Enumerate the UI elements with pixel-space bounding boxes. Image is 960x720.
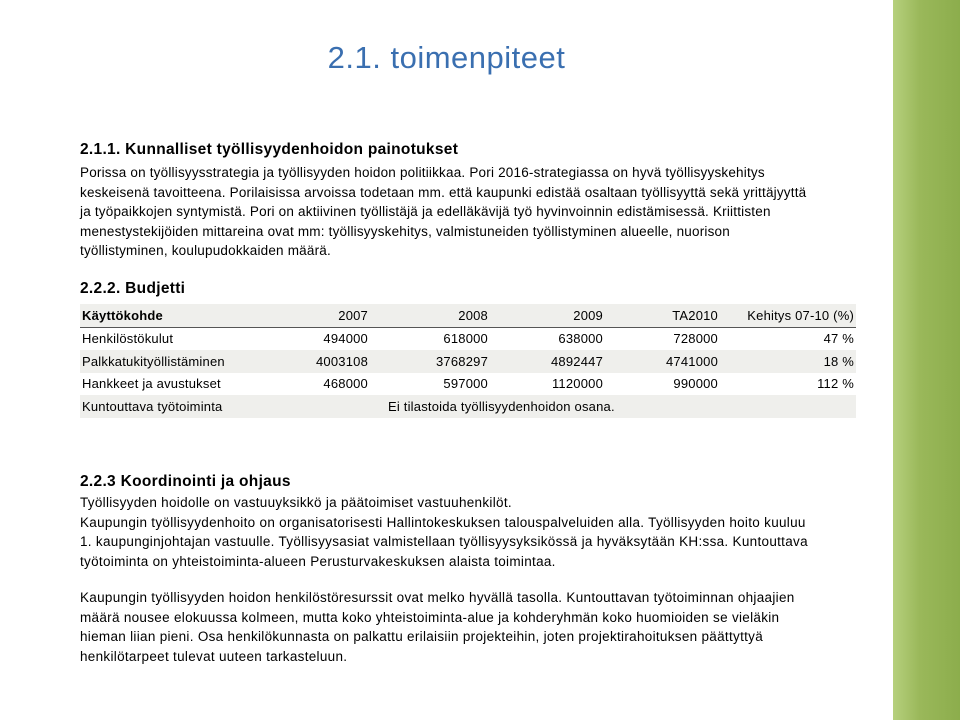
column-header: TA2010	[672, 307, 718, 323]
budget-table	[80, 304, 856, 418]
table-cell: Henkilöstökulut	[82, 331, 174, 347]
koordinointi-paragraph-1	[80, 493, 880, 571]
text-line: menestystekijöiden mittareina ovat mm: työllisyyskehitys, valmistuneiden työllistyminen alueelle, nuorison	[80, 223, 730, 239]
decorative-side-band	[893, 0, 960, 720]
table-cell: 494000	[323, 331, 368, 347]
text-line: hieman liian pieni. Osa henkilökunnasta on palkattu erilaisiin projekteihin, joten projektirahoituksen päättyttyä	[80, 629, 764, 645]
table-cell: 4003108	[315, 353, 368, 369]
table-cell: 728000	[673, 331, 718, 347]
table-row	[80, 350, 856, 373]
column-header: 2008	[458, 307, 488, 323]
text-line: määrä nousee elokuussa kolmeen, mutta koko yhteistoiminta-alue ja kohderyhmän koko huomioiden se vieläkin	[80, 609, 780, 625]
table-cell: 468000	[323, 376, 368, 392]
table-cell: 47 %	[823, 331, 854, 347]
table-cell: 4892447	[550, 353, 603, 369]
column-header: Käyttökohde	[82, 307, 163, 323]
table-cell: 638000	[558, 331, 603, 347]
text-line: Työllisyyden hoidolle on vastuuyksikkö ja päätoimiset vastuuhenkilöt.	[80, 495, 512, 510]
table-note-cell: Ei tilastoida työllisyydenhoidon osana.	[388, 398, 615, 414]
text-line: Porissa on työllisyysstrategia ja työllisyyden hoidon politiikkaa. Pori 2016-strategiassa on hyvä työllisyyskehitys	[80, 165, 765, 180]
table-header-row	[80, 304, 856, 327]
table-cell: 618000	[443, 331, 488, 347]
text-line: ja työpaikkojen syntymistä. Pori on aktiivinen työllistäjä ja edelläkävijä työ hyvinvoinnin edistämisessä. Kriittisten	[80, 204, 771, 220]
text-line: työllistyminen, koulupudokkaiden määrä.	[80, 243, 331, 259]
column-header: 2009	[573, 307, 603, 323]
column-header: Kehitys 07-10 (%)	[747, 307, 854, 323]
table-cell: 4741000	[665, 353, 718, 369]
table-cell: Palkkatukityöllistäminen	[82, 353, 225, 369]
painotukset-paragraph	[80, 163, 870, 261]
table-cell: 18 %	[823, 353, 854, 369]
page-title: 2.1. toimenpiteet	[327, 40, 566, 75]
text-line: työtoiminta on yhteistoiminta-alueen Perusturvakeskuksen alaista toimintaa.	[80, 553, 556, 569]
table-cell: 1120000	[551, 376, 603, 392]
section-heading-koordinointi: 2.2.3 Koordinointi ja ohjaus	[80, 473, 291, 490]
text-line: Kaupungin työllisyyden hoidon henkilöstöresurssit ovat melko hyvällä tasolla. Kuntouttavan työtoiminnan ohjaajien	[80, 590, 795, 605]
table-cell: Hankkeet ja avustukset	[82, 376, 221, 392]
section-heading-painotukset: 2.1.1. Kunnalliset työllisyydenhoidon painotukset	[80, 141, 459, 158]
text-line: Kaupungin työllisyydenhoito on organisatorisesti Hallintokeskuksen talouspalveluiden alla. Työllisyyden hoito kuuluu	[80, 514, 806, 530]
table-row	[80, 373, 856, 396]
table-cell: 990000	[673, 376, 718, 392]
table-cell: Kuntouttava työtoiminta	[82, 398, 223, 414]
text-line: keskeisenä tavoitteena. Porilaisissa arvoissa todetaan mm. että kaupunki edistää osaltaan työllisyyttä sekä yrittäjyyttä	[80, 184, 807, 200]
table-row	[80, 327, 856, 350]
section-heading-budjetti: 2.2.2. Budjetti	[80, 280, 186, 297]
table-cell: 112 %	[817, 376, 854, 392]
text-line: henkilötarpeet tulevat uuteen tarkasteluun.	[80, 648, 348, 664]
koordinointi-paragraph-2	[80, 588, 880, 666]
column-header: 2007	[338, 307, 368, 323]
table-cell: 3768297	[435, 353, 488, 369]
table-cell: 597000	[443, 376, 488, 392]
text-line: 1. kaupunginjohtajan vastuulle. Työllisyysasiat valmistellaan työllisyysyksikössä ja hyväksytään KH:ssa. Kuntouttava	[80, 534, 808, 550]
table-row	[80, 395, 856, 418]
